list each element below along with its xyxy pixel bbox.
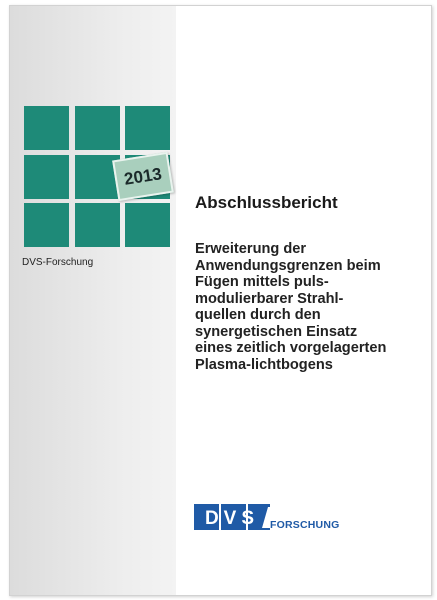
title-line: synergetischen Einsatz <box>195 323 358 340</box>
title-line: Fügen mittels puls- <box>195 274 329 290</box>
year-badge <box>112 152 174 201</box>
title-line: Anwendungsgrenzen beim <box>195 257 381 274</box>
dvs-logo-icon <box>194 504 279 530</box>
grid-tile <box>24 155 69 199</box>
title-line: eines zeitlich vorgelagerten <box>195 340 387 356</box>
dvs-logo-text: DVS <box>204 508 260 529</box>
grid-tile <box>24 106 69 150</box>
title-line: quellen durch den <box>195 307 321 323</box>
report-type-heading: Abschlussbericht <box>195 193 338 212</box>
report-title <box>195 241 425 373</box>
grid-tile <box>75 203 120 247</box>
title-line: Erweiterung der <box>195 241 307 257</box>
dvs-forschung-logo <box>194 504 344 530</box>
document-cover <box>9 5 432 596</box>
cover-side-panel <box>10 6 176 595</box>
grid-tile <box>24 203 69 247</box>
grid-tile <box>75 106 120 150</box>
series-label: DVS-Forschung <box>22 257 94 268</box>
title-line: modulierbarer Strahl- <box>195 290 344 307</box>
logo-wordmark: FORSCHUNG <box>270 519 340 531</box>
year-text: 2013 <box>122 163 164 189</box>
grid-tile <box>125 106 170 150</box>
title-line: Plasma-lichtbogens <box>195 356 333 373</box>
grid-tile <box>125 203 170 247</box>
